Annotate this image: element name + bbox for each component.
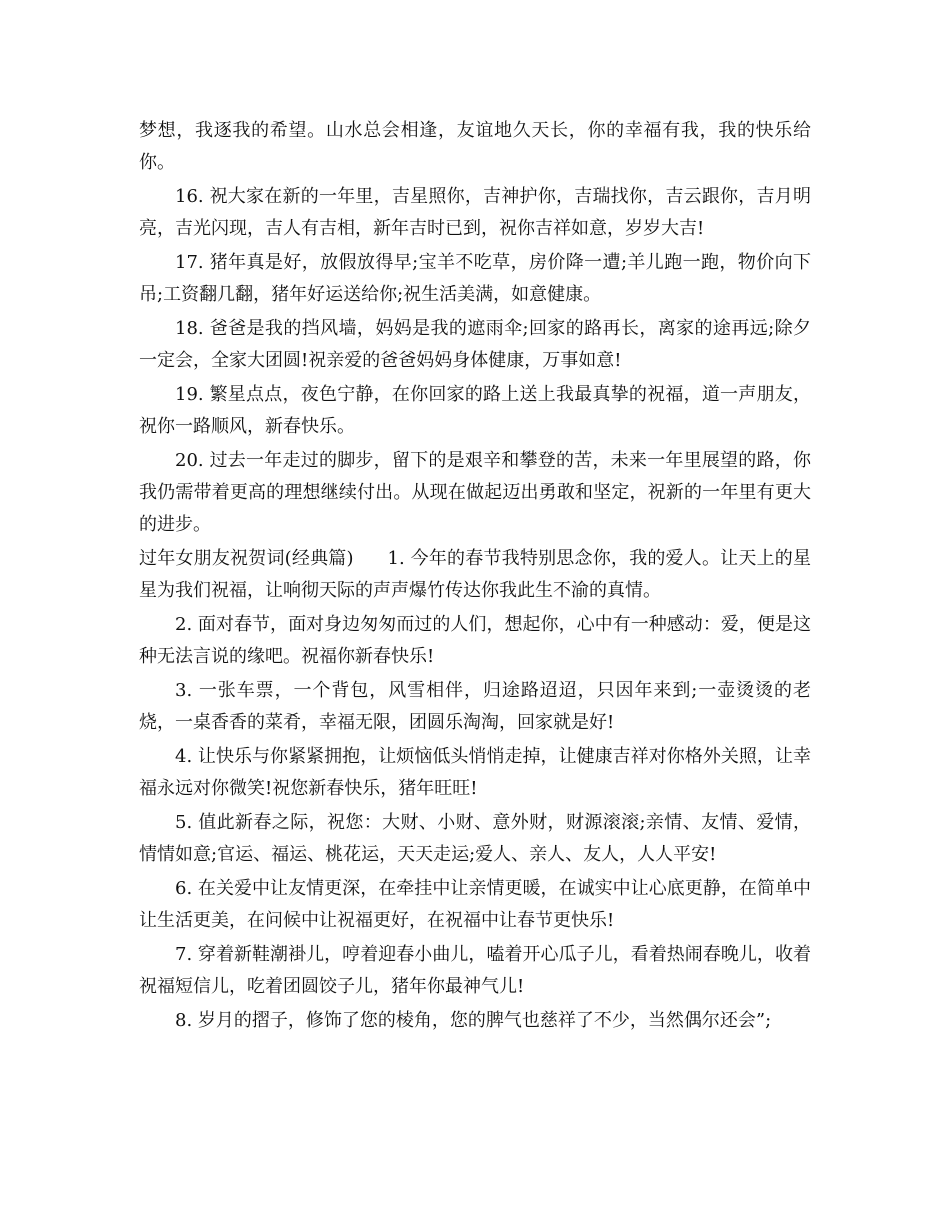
section-item-1: 1. 今年的春节我特别思念你，我的爱人。让天上的星星为我们祝福，让响彻天际的声声爆竹传达你我此生不渝的真情。 [139,548,811,601]
paragraph-17: 17. 猪年真是好，放假放得早;宝羊不吃草，房价降一遭;羊儿跑一跑，物价向下吊;工资翻几翻，猪年好运送给你;祝生活美满，如意健康。 [139,252,811,305]
paragraph-19: 19. 繁星点点，夜色宁静，在你回家的路上送上我最真挚的祝福，道一声朋友，祝你一路顺风，新春快乐。 [139,384,811,437]
paragraph-continuation: 梦想，我逐我的希望。山水总会相逢，友谊地久天长，你的幸福有我，我的快乐给你。 [139,120,811,173]
section-item-2: 2. 面对春节，面对身边匆匆而过的人们，想起你，心中有一种感动：爱，便是这种无法言说的缘吧。祝福你新春快乐! [139,614,811,667]
section-item-8: 8. 岁月的摺子，修饰了您的棱角，您的脾气也慈祥了不少，当然偶尔还会”; [175,1010,772,1031]
section-item-5: 5. 值此新春之际，祝您：大财、小财、意外财，财源滚滚;亲情、友情、爱情，情情如意;官运、福运、桃花运，天天走运;爱人、亲人、友人，人人平安! [139,812,811,865]
paragraph-20: 20. 过去一年走过的脚步，留下的是艰辛和攀登的苦，未来一年里展望的路，你我仍需带着更高的理想继续付出。从现在做起迈出勇敢和坚定，祝新的一年里有更大的进步。 [139,450,811,535]
section-title: 过年女朋友祝贺词(经典篇) [139,548,354,569]
section-item-7: 7. 穿着新鞋潮褂儿，哼着迎春小曲儿，嗑着开心瓜子儿，看着热闹春晚儿，收着祝福短信儿，吃着团圆饺子儿，猪年你最神气儿! [139,944,811,997]
section-item-4: 4. 让快乐与你紧紧拥抱，让烦恼低头悄悄走掉，让健康吉祥对你格外关照，让幸福永远对你微笑!祝您新春快乐，猪年旺旺! [139,746,811,799]
document-body [139,115,811,1039]
section-heading-paragraph [139,543,811,607]
paragraph-18: 18. 爸爸是我的挡风墙，妈妈是我的遮雨伞;回家的路再长，离家的途再远;除夕一定会，全家大团圆!祝亲爱的爸爸妈妈身体健康，万事如意! [139,318,811,371]
section-item-6: 6. 在关爱中让友情更深，在牵挂中让亲情更暖，在诚实中让心底更静，在简单中让生活更美，在问候中让祝福更好，在祝福中让春节更快乐! [139,878,811,931]
paragraph-16: 16. 祝大家在新的一年里，吉星照你，吉神护你，吉瑞找你，吉云跟你，吉月明亮，吉光闪现，吉人有吉相，新年吉时已到，祝你吉祥如意，岁岁大吉! [139,186,811,239]
section-item-3: 3. 一张车票，一个背包，风雪相伴，归途路迢迢，只因年来到;一壶烫烫的老烧，一桌香香的菜肴，幸福无限，团圆乐淘淘，回家就是好! [139,680,811,733]
